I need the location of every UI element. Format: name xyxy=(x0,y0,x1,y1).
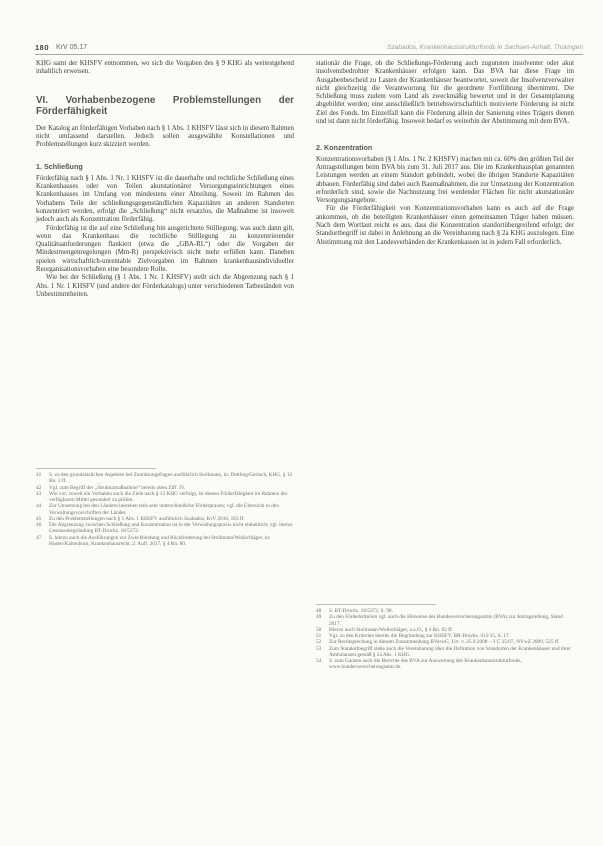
footnote xyxy=(36,503,294,516)
footnotes-left xyxy=(36,472,294,547)
footnote-number: 46 xyxy=(36,522,42,528)
left-column xyxy=(36,60,294,299)
footnote-text: Vgl. zum Begriff der „Strukturmaßnahme“ bereits oben Ziff. IV. xyxy=(49,484,186,491)
footnote-text: Zu den Problemstellungen nach § 1 Abs. 1 KHSFV ausführlich Szabados, KrV 2016, 183 ff. xyxy=(49,515,245,522)
footnote-text: Die Abgrenzung zwischen Schließung und Konzentration ist in der Verwaltungspraxis nicht einheitlich; vgl. hierzu Gesetzesbegründung BT-Drucks. 18/5372. xyxy=(49,522,293,535)
footnote-number: 42 xyxy=(36,484,42,491)
journal-issue: KrV 05.17 xyxy=(56,44,88,51)
body-paragraph: Förderfähig nach § 1 Abs. 1 Nr. 1 KHSFV ist die dauerhafte und rechtliche Schließung eines Krankenhauses oder von Teilen akutstationärer Versorgungseinrichtungen eines Krankenhauses im Umfang von mindestens einer Abteilung. Soweit im Rahmen des Vorhabens Teile der schließungsgegenständlichen Kapazitäten an anderen Standorten konzentriert werden, erfolgt die „Schließung“ nicht ersatzlos, die Maßnahme ist insoweit jedoch auch als Konzentration förderfähig. xyxy=(36,174,294,224)
running-title: Szabados, Krankenhausstrukturfonds in Sachsen-Anhalt, Thüringen xyxy=(387,44,583,51)
footnote-text: Zur Rechtsprechung in diesem Zusammenhang BVerwG, Urt. v. 25.9.2008 – 3 C 35/07, NVwZ 2009, 525 ff. xyxy=(329,639,560,646)
footnote-number: 50 xyxy=(316,626,322,633)
section-heading: VI. Vorhabenbezogene Problemstellungen der Förderfähigkeit xyxy=(36,94,294,117)
footnote-text: Zu den Förderkriterien vgl. auch die Hinweise des Bundesversicherungsamts (BVA) zur Antragstellung, Stand 2017. xyxy=(329,614,563,627)
footnote-number: 52 xyxy=(316,639,322,646)
footnote-number: 49 xyxy=(316,614,322,621)
body-paragraph: Wie bei der Schließung (§ 1 Abs. 1 Nr. 1 KHSFV) stellt sich die Abgrenzung nach § 1 Abs. 1 Nr. 1 KHSFV (und andere der Förderkatalogs) unter verschiedenen Tatbeständen von Unbestimmtheiten. xyxy=(36,274,294,298)
section-intro-paragraph: Der Katalog an förderfähigen Vorhaben nach § 1 Abs. 1 KHSFV lässt sich in diesem Rahmen nicht umfassend darstellen. Jedoch sollen ausgewählte Konstellationen und Problemstellungen kurz skizziert werden. xyxy=(36,124,294,149)
footnote xyxy=(316,646,574,659)
footnote xyxy=(36,535,294,548)
intro-paragraph: KHG samt der KHSFV entnommen, wo sich die Vorgaben des § 9 KHG als weitestgehend inhaltlich erweisen. xyxy=(36,60,294,76)
footnote-text: Zur Umsetzung bei den Ländern bestehen teils sehr unterschiedliche Förderpraxen; vgl. die Übersicht in den Verwaltungsvorschriften der Länder. xyxy=(49,503,279,516)
right-column xyxy=(316,60,574,247)
footnote-text: Zum Standortbegriff siehe auch die Vereinbarung über die Definition von Standorten der Krankenhäuser und ihrer Ambulanzen gemäß § 2a Abs. 1 KHG. xyxy=(329,645,571,658)
footnote-text: S. zum Ganzen auch die Berichte des BVA zur Auswertung des Krankenhausstrukturfonds, www.bundesversicherungsamt.de. xyxy=(329,658,522,671)
footnote-text: Vgl. zu den Kriterien bereits die Begründung zur KHSFV, BR-Drucks. 415/15, S. 17. xyxy=(329,633,510,639)
footnote-number: 47 xyxy=(36,534,42,541)
body-paragraph: Für die Förderfähigkeit von Konzentrationsvorhaben kann es auch auf die Frage ankommen, ob die beteiligten Krankenhäuser einen gemeinsamen Träger haben müssen. Nach dem Wortlaut reicht es aus, dass die Konzentration standortübergreifend erfolgt; der Standortbegriff ist dabei in Anlehnung an die Vereinbarung nach § 2a KHG auszulegen. Eine Abstimmung mit den Landesverbänden der Krankenkassen ist in jedem Fall erforderlich. xyxy=(316,205,574,246)
footnote-rule xyxy=(316,604,436,605)
footnote xyxy=(36,522,294,535)
footnote xyxy=(36,472,294,485)
header-rule xyxy=(35,54,583,55)
footnote-text: Hierzu auch Stollmann/Wollschläger, a.a.O., § 4 Rn. 82 ff. xyxy=(329,626,453,633)
footnote xyxy=(36,491,294,504)
footnote-number: 43 xyxy=(36,490,42,497)
footnotes-right xyxy=(316,608,574,671)
body-paragraph: Förderfähig ist die auf eine Schließung hin ausgerichtete Stilllegung, was auch dann gilt, wenn das Krankenhaus die rechtliche Stilllegung zu konzentrierender Qualitätsanforderungen flankiert (etwa die „GBA-RL“) oder die Vorgaben der Mindestmengenregelungen (Mm-R) perspektivisch nicht mehr erfüllen kann. Daneben spielen wirtschaftlich-unrentable Zielvorgaben im Rahmen krankenhausindividueller Reorganisationsvorhaben eine besondere Rolle. xyxy=(36,224,294,274)
footnote-rule xyxy=(36,468,156,469)
footnote-number: 51 xyxy=(316,633,322,639)
subsection-heading: 2. Konzentration xyxy=(316,143,373,153)
footnote-number: 41 xyxy=(36,472,42,478)
subsection-heading: 1. Schließung xyxy=(36,162,83,172)
page-number: 180 xyxy=(35,43,50,52)
footnote-number: 54 xyxy=(316,658,322,664)
footnote-text: S. BT-Drucks. 18/5372, S. 90. xyxy=(329,608,393,614)
footnote-number: 45 xyxy=(36,515,42,522)
footnote-number: 44 xyxy=(36,503,42,510)
footnote-number: 53 xyxy=(316,645,322,652)
intro-paragraph: stationär die Frage, ob die Schließungs-Förderung auch zugunsten insolventer oder akut insolvenzbedrohter Krankenhäuser erfolgen kann. Das BVA hat diese Frage im Ausgabenbescheid zu Lasten der Krankenhäuser beantwortet, soweit der Insolvenzverwalter nicht gleichzeitig die Verantwortung für die geordnete Fortführung übernimmt. Die Schließung muss zudem vom Land als zweckmäßig bewertet und in der Gesamtplanung abgebildet werden; eine ausschließlich betriebswirtschaftlich motivierte Förderung ist nicht Ziel des Fonds. Im Einzelfall kann die Förderung allein der Sanierung eines Trägers dienen und ist dann nicht förderfähig. Insoweit bedarf es weiterhin der Abstimmung mit dem BVA. xyxy=(316,60,574,126)
footnote-text: Wie vor; soweit ein Vorhaben auch die Ziele nach § 12 KHG verfolgt, ist dessen Förderfähigkeit im Rahmen der verfügbaren Mittel gesondert zu prüfen. xyxy=(49,490,288,503)
footnote xyxy=(316,614,574,627)
footnote-number: 48 xyxy=(316,608,322,614)
body-paragraph: Konzentrationsvorhaben (§ 1 Abs. 1 Nr. 2 KHSFV) machen mit ca. 60% den größten Teil der Antragstellungen beim BVA bis zum 31. Juli 2017 aus. Die im Krankenhausplan genannten Leistungen werden an einem Standort gebündelt, wobei die übrigen Standorte Kapazitäten abbauen. Förderfähig sind dabei auch Baumaßnahmen, die zur Umsetzung der Konzentration erforderlich sind, sowie die Nachnutzung frei werdender Flächen für nicht akutstationäre Versorgungsangebote. xyxy=(316,155,574,205)
footnote-text: S. zu den grundsätzlichen Aspekten bei Zuordnungsfragen ausführlich Stollmann, in: Dettling/Gerlach, KHG, § 12 Rn. 3 ff. xyxy=(49,472,293,485)
footnote-text: S. hierzu auch die Ausführungen zur Zweckbindung und Rückforderung bei Stollmann/Wollschläger, in: Huster/Kaltenborn, Krankenhausrecht, 2. Aufl. 2017, § 4 Rn. 80. xyxy=(49,534,271,547)
footnote xyxy=(316,658,574,671)
